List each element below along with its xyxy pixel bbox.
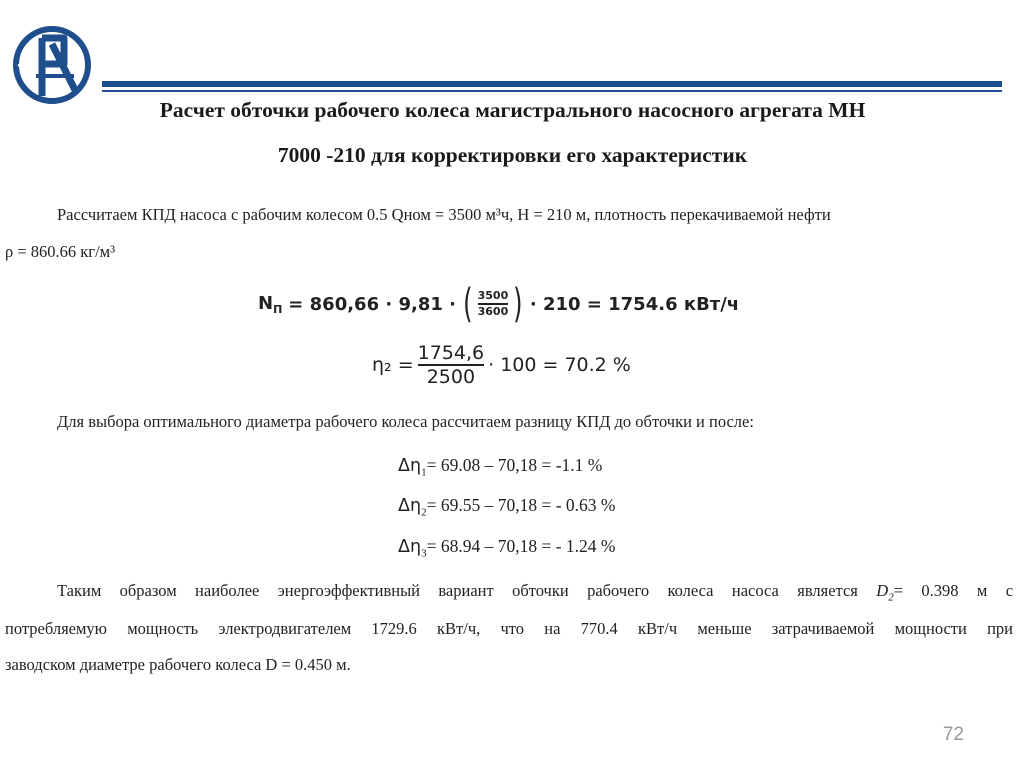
power-formula-fraction: ( $\frac{3500}{3600}$ ) [463, 281, 523, 327]
power-formula-lhs: $N_П$ [258, 292, 283, 316]
slide-title-line2: 7000 -210 для корректировки его характеристик [277, 143, 748, 167]
intro-line2: ρ = 860.66 кг/м³ [5, 242, 116, 261]
delta-eta-1: $\Delta\eta_1= 69.08 - 70,18 = -1.1$ % [398, 455, 603, 479]
efficiency-formula-lhs: η₂ = [372, 354, 414, 376]
power-formula-expr-end: · 210 = 1754.6 кВт/ч [529, 293, 740, 315]
conclusion-line1: Таким образом наиболее энергоэффективный вариант обточки рабочего колеса насоса является $D_2= 0.398$ м с [57, 581, 1014, 604]
efficiency-formula-fraction: $\frac{1754,6}{2500}$ [417, 341, 485, 388]
header-rule-thin [102, 90, 1002, 92]
power-formula [258, 281, 739, 327]
slide-title-line1: Расчет обточки рабочего колеса магистрального насосного агрегата МН [159, 98, 866, 122]
compare-text: Для выбора оптимального диаметра рабочего колеса рассчитаем разницу КПД до обточки и после: [57, 412, 754, 431]
efficiency-formula-expr-end: · 100 = 70.2 % [488, 354, 631, 376]
delta-eta-3: $\Delta\eta_3= 68.94 - 70,18$ = - 1.24 % [398, 536, 616, 560]
diameter-symbol: $D_2$ [876, 581, 894, 604]
page-number: 72 [942, 724, 964, 745]
conclusion-line3: заводском диаметре рабочего колеса D = 0.450 м. [5, 655, 351, 674]
header-rule-thick [102, 81, 1002, 87]
company-logo-icon [6, 24, 98, 106]
intro-line1: Рассчитаем КПД насоса с рабочим колесом 0.5 Qном = 3500 м³ч, Н = 210 м, плотность перекачиваемой нефти [57, 205, 831, 224]
delta-eta-2: $\Delta\eta_2= 69.55 - 70,18$ = - 0.63 % [398, 495, 616, 519]
conclusion-line2: потребляемую мощность электродвигателем 1729.6 кВт/ч, что на 770.4 кВт/ч меньше затрачиваемой мощности при [5, 619, 1013, 638]
power-formula-expr-start: = 860,66 · 9,81 · [288, 293, 456, 315]
efficiency-formula [372, 337, 631, 393]
